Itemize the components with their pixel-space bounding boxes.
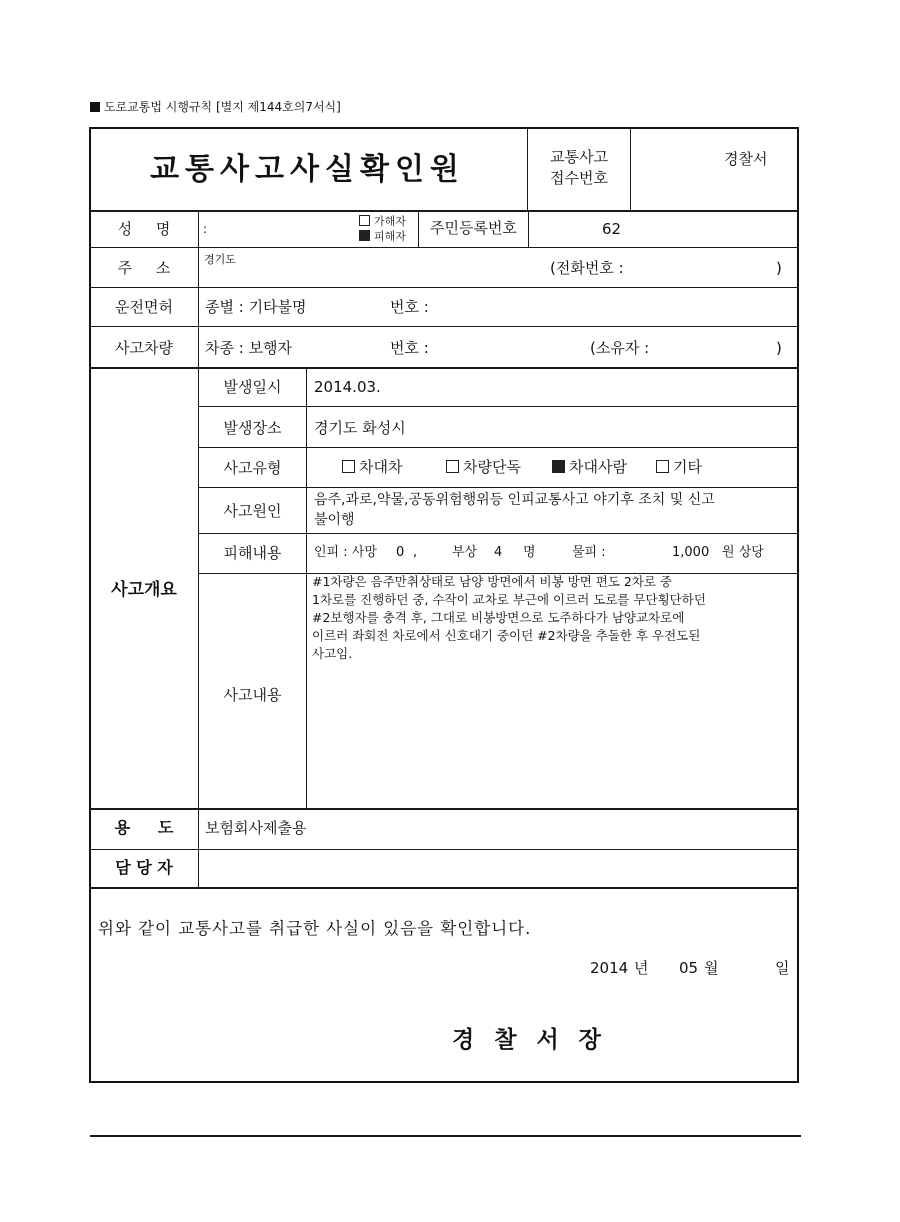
cause-line-1: 음주,과로,약물,공동위험행위등 인피교통사고 야기후 조치 및 신고 — [314, 492, 715, 508]
vehicle-type: 차종 : 보행자 — [205, 339, 293, 357]
checkbox-icon — [359, 215, 370, 226]
square-bullet-icon — [90, 102, 100, 112]
checkbox-checked-icon — [359, 230, 370, 241]
vehicle-label: 사고차량 — [115, 339, 173, 357]
receipt-label-line1: 교통사고 — [550, 148, 608, 166]
cause-label: 사고원인 — [223, 502, 282, 520]
address-label: 주 소 — [117, 259, 171, 277]
role-offender — [359, 215, 406, 228]
place-label: 발생장소 — [223, 419, 282, 437]
type-option-vehicle-to-person — [552, 458, 627, 476]
name-value: : — [203, 222, 208, 236]
role-victim — [359, 230, 406, 243]
confirm-month-unit: 월 — [704, 959, 719, 977]
police-chief-signature: 경 찰 서 장 — [452, 1027, 607, 1053]
form-reference-text: 도로교통법 시행규칙 [별지 제144호의7서식] — [104, 100, 341, 114]
license-label: 운전면허 — [115, 298, 173, 316]
confirm-year-unit: 년 — [634, 959, 649, 977]
receipt-label-line2: 접수번호 — [550, 169, 608, 187]
overview-label: 사고개요 — [111, 580, 177, 600]
owner-label: (소유자 : — [590, 339, 650, 357]
resident-number-label: 주민등록번호 — [430, 219, 517, 237]
role-victim-label: 피해자 — [374, 230, 406, 243]
address-value: 경기도 — [204, 253, 236, 266]
checkbox-icon — [656, 460, 669, 473]
license-number-label: 번호 : — [390, 298, 429, 316]
date-label: 발생일시 — [223, 378, 282, 396]
license-type: 종별 : 기타불명 — [205, 298, 307, 316]
type-option-vehicle-to-vehicle — [342, 458, 402, 476]
form-reference — [90, 98, 341, 116]
place-value: 경기도 화성시 — [314, 419, 406, 437]
resident-number-value: 62 — [602, 220, 622, 238]
phone-close: ) — [776, 259, 782, 277]
type-option-label: 차량단독 — [463, 458, 521, 476]
content-line-1: #1차량은 음주만취상태로 남양 방면에서 비봉 방면 편도 2차로 중 — [312, 574, 673, 589]
type-option-label: 차대차 — [359, 458, 403, 476]
confirm-month: 05 — [679, 959, 699, 977]
confirm-year: 2014 — [590, 959, 629, 977]
type-label: 사고유형 — [223, 459, 282, 477]
confirmation-statement: 위와 같이 교통사고를 취급한 사실이 있음을 확인합니다. — [98, 919, 532, 938]
property-label: 물피 : — [572, 545, 606, 560]
role-offender-label: 가해자 — [374, 215, 406, 228]
injured-label: 부상 — [452, 545, 478, 560]
checkbox-icon — [446, 460, 459, 473]
form-title: 교통사고사실확인원 — [150, 152, 465, 187]
content-line-2: 1차로를 진행하던 중, 수작이 교차로 부근에 이르러 도로를 무단횡단하던 — [312, 592, 706, 607]
person-unit: 명 — [523, 545, 536, 560]
checkbox-checked-icon — [552, 460, 565, 473]
checkbox-icon — [342, 460, 355, 473]
injured-value: 4 — [494, 545, 503, 560]
casualty-label: 인피 : 사망 — [314, 545, 377, 560]
type-option-other — [656, 458, 702, 476]
content-label: 사고내용 — [223, 686, 282, 704]
content-line-4: 이르러 좌회전 차로에서 신호대기 중이던 #2차량을 추돌한 후 우전도된 — [312, 628, 701, 643]
type-option-label: 차대사람 — [569, 458, 627, 476]
bottom-rule — [90, 1135, 801, 1137]
deaths-value: 0 — [396, 545, 405, 560]
phone-label: (전화번호 : — [550, 259, 624, 277]
type-option-label: 기타 — [673, 458, 702, 476]
confirm-day-unit: 일 — [775, 959, 790, 977]
police-station: 경찰서 — [724, 150, 768, 168]
deaths-comma: , — [413, 545, 418, 560]
date-value: 2014.03. — [314, 378, 381, 396]
vehicle-number-label: 번호 : — [390, 339, 429, 357]
purpose-value: 보험회사제출용 — [205, 819, 307, 837]
content-line-3: #2보행자를 충격 후, 그대로 비봉방면으로 도주하다가 남양교차로에 — [312, 610, 685, 625]
cause-line-2: 불이행 — [314, 512, 355, 528]
property-value: 1,000 — [672, 545, 710, 560]
officer-label: 담 당 자 — [115, 858, 173, 877]
type-option-single-vehicle — [446, 458, 521, 476]
owner-close: ) — [776, 339, 782, 357]
content-line-5: 사고임. — [312, 646, 353, 661]
name-label: 성 명 — [117, 220, 171, 238]
damage-label: 피해내용 — [223, 544, 282, 562]
purpose-label: 용 도 — [114, 818, 174, 837]
won-label: 원 상당 — [722, 545, 764, 560]
